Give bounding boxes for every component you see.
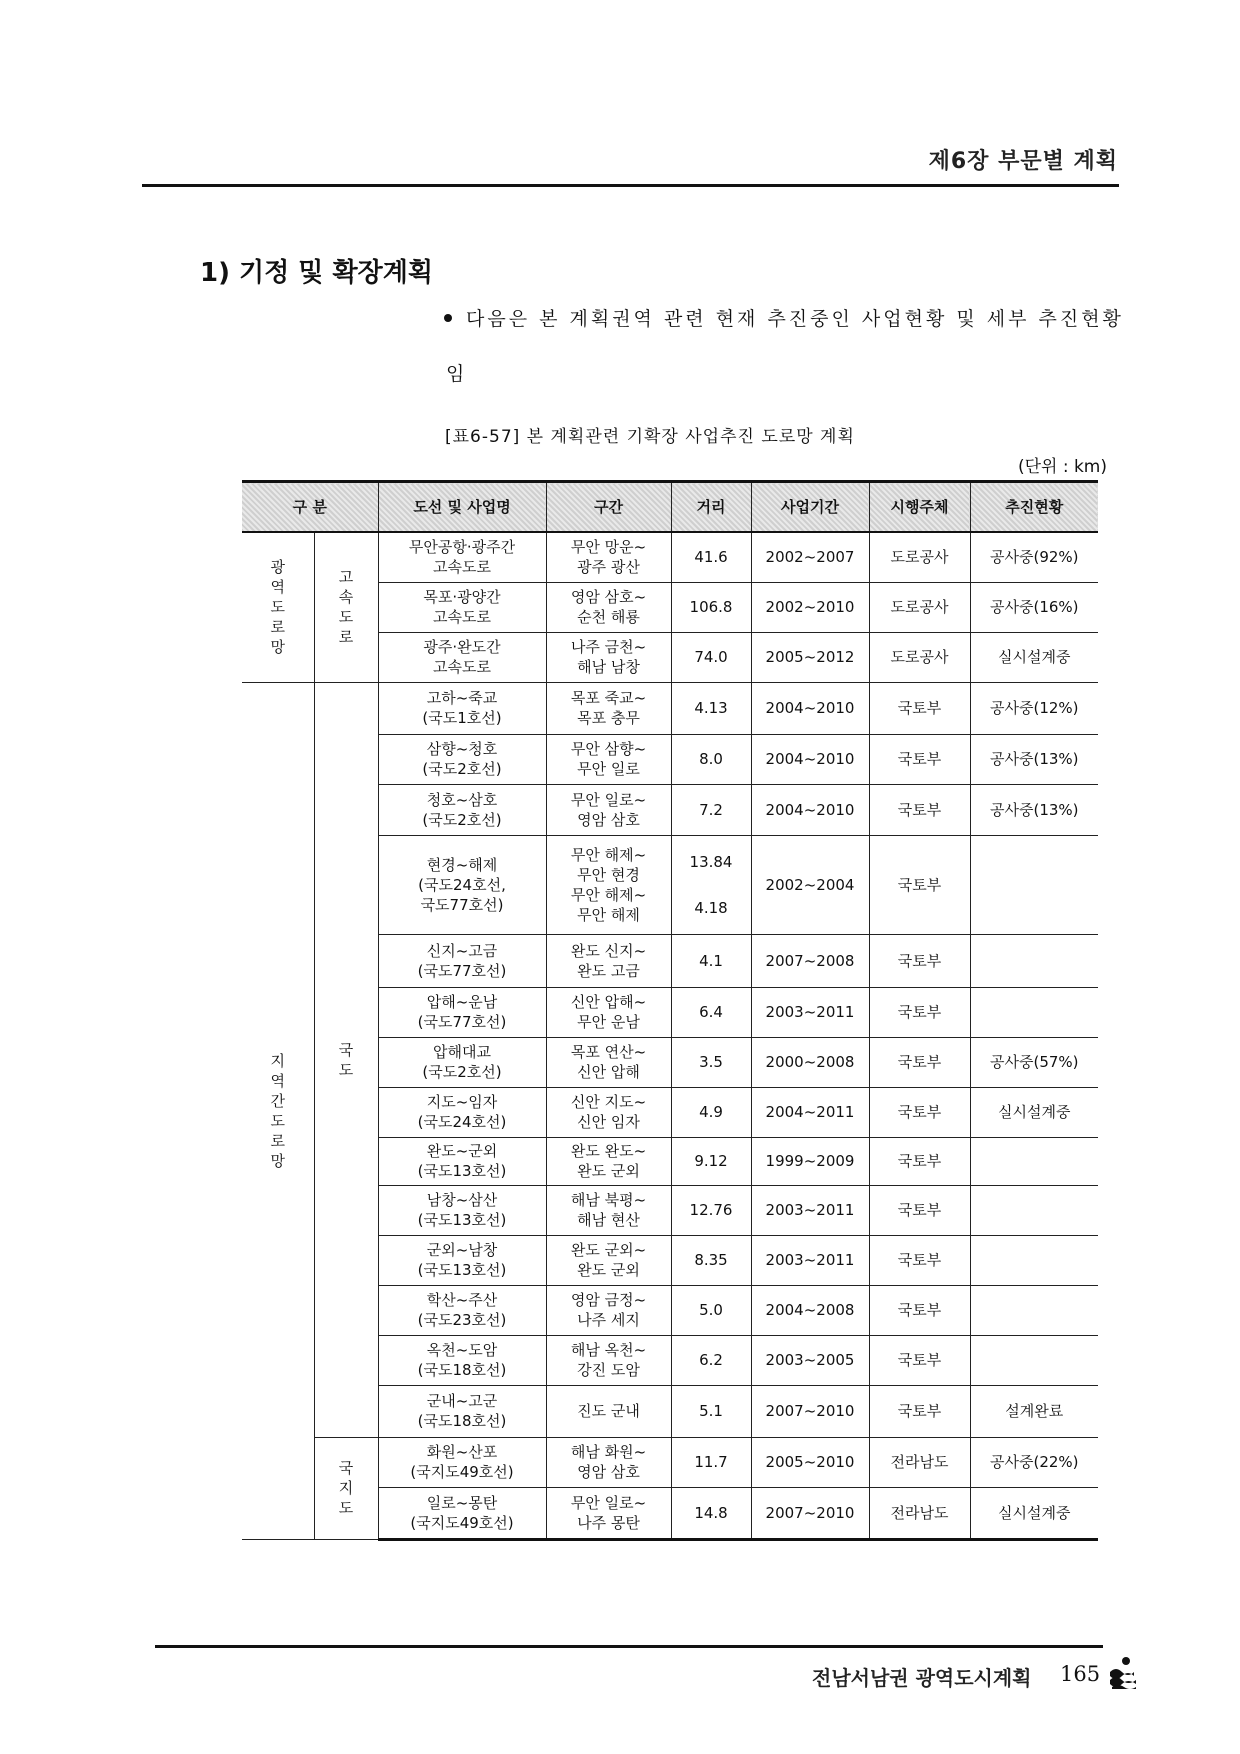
road-name-cell xyxy=(378,1037,546,1087)
section-cell xyxy=(546,1235,671,1285)
col-header-section: 구간 xyxy=(546,482,671,533)
chapter-header: 제6장 부문별 계획 xyxy=(928,149,1118,174)
status-cell xyxy=(970,835,1098,934)
road-name-cell-line: 고속도로 xyxy=(433,558,491,577)
road-name-cell xyxy=(378,532,546,582)
section-cell-line: 완도 군외 xyxy=(577,1162,640,1180)
road-name-cell xyxy=(378,1235,546,1285)
road-name-cell xyxy=(378,1185,546,1235)
section-cell xyxy=(546,835,671,934)
period-cell: 2004~2010 xyxy=(751,734,869,784)
distance-cell: 3.5 xyxy=(671,1037,751,1087)
section-cell-line: 무안 일로 xyxy=(577,760,640,778)
section-cell-line: 신안 지도~ xyxy=(570,1093,647,1111)
section-cell-line: 나주 금천~ xyxy=(570,638,647,656)
section-cell xyxy=(546,1437,671,1487)
agency-cell: 국토부 xyxy=(869,1335,970,1385)
agency-cell: 도로공사 xyxy=(869,582,970,632)
road-name-cell-line: (국도2호선) xyxy=(422,810,502,829)
section-cell xyxy=(546,987,671,1037)
section-cell-line: 나주 몽탄 xyxy=(577,1513,640,1532)
period-cell: 2003~2011 xyxy=(751,1185,869,1235)
road-name-cell xyxy=(378,1385,546,1437)
agency-cell: 국토부 xyxy=(869,1137,970,1185)
section-cell xyxy=(546,682,671,734)
agency-cell: 국토부 xyxy=(869,934,970,987)
section-cell-line: 순천 해룡 xyxy=(577,608,640,626)
distance-cell: 41.6 xyxy=(671,532,751,582)
status-cell: 실시설계중 xyxy=(970,632,1098,682)
period-cell: 2003~2011 xyxy=(751,1235,869,1285)
table-row xyxy=(242,1437,1098,1487)
agency-cell: 도로공사 xyxy=(869,632,970,682)
distance-cell: 74.0 xyxy=(671,632,751,682)
status-cell: 설계완료 xyxy=(970,1385,1098,1437)
road-name-cell xyxy=(378,582,546,632)
road-name-cell-line: (국도77호선) xyxy=(417,961,507,980)
section-cell-line: 완도 완도~ xyxy=(570,1142,647,1160)
period-cell: 2004~2010 xyxy=(751,682,869,734)
road-name-cell-line: (국도18호선) xyxy=(417,1361,507,1379)
section-cell xyxy=(546,1037,671,1087)
category-cell: 지 역 간 도 로 망 xyxy=(242,682,314,1539)
col-header-category: 구 분 xyxy=(242,482,378,533)
distance-cell: 8.0 xyxy=(671,734,751,784)
section-cell-line: 해남 화원~ xyxy=(570,1443,647,1461)
road-name-cell-line: (국도2호선) xyxy=(422,1063,502,1081)
section-title: 1) 기정 및 확장계획 xyxy=(200,258,433,288)
distance-cell: 9.12 xyxy=(671,1137,751,1185)
col-header-distance: 거리 xyxy=(671,482,751,533)
road-name-cell xyxy=(378,1137,546,1185)
road-name-cell-line: 군외~남창 xyxy=(426,1241,498,1259)
road-name-cell xyxy=(378,734,546,784)
section-cell xyxy=(546,582,671,632)
road-name-cell-line: (국도18호선) xyxy=(417,1412,507,1430)
col-header-agency: 시행주체 xyxy=(869,482,970,533)
road-name-cell-line: 국도77호선) xyxy=(420,895,504,914)
road-name-cell-line: 고하~죽교 xyxy=(426,689,498,707)
road-name-cell-line: 현경~해제 xyxy=(426,855,498,874)
road-name-cell-line: 고속도로 xyxy=(433,608,491,626)
road-name-cell-line: 광주·완도간 xyxy=(423,638,501,656)
road-name-cell-line: 학산~주산 xyxy=(426,1291,498,1309)
category-cell: 광 역 도 로 망 xyxy=(242,532,314,682)
footer-rule xyxy=(155,1645,1103,1648)
distance-cell: 4.13 xyxy=(671,682,751,734)
status-cell xyxy=(970,1235,1098,1285)
road-name-cell-line: 삼향~청호 xyxy=(426,740,498,758)
agency-cell: 국토부 xyxy=(869,734,970,784)
road-name-cell xyxy=(378,1087,546,1137)
period-cell: 2004~2010 xyxy=(751,784,869,835)
table-body xyxy=(242,532,1098,1539)
period-cell: 2002~2004 xyxy=(751,835,869,934)
section-cell-line: 신안 압해~ xyxy=(570,993,647,1011)
period-cell: 2003~2011 xyxy=(751,987,869,1037)
period-cell: 2007~2010 xyxy=(751,1487,869,1539)
section-cell-line: 강진 도암 xyxy=(577,1361,640,1379)
bullet-paragraph xyxy=(446,292,1126,402)
distance-cell: 5.0 xyxy=(671,1285,751,1335)
section-cell-line: 목포 연산~ xyxy=(570,1043,647,1061)
section-cell-line: 해남 옥천~ xyxy=(570,1341,647,1359)
section-cell-line: 완도 군외 xyxy=(577,1261,640,1279)
road-name-cell-line: 청호~삼호 xyxy=(426,790,498,809)
agency-cell: 국토부 xyxy=(869,835,970,934)
section-cell-line: 해남 북평~ xyxy=(570,1191,647,1209)
distance-cell: 6.4 xyxy=(671,987,751,1037)
agency-cell: 국토부 xyxy=(869,1185,970,1235)
road-name-cell-line: 압해~운남 xyxy=(426,993,498,1011)
distance-cell: 4.1 xyxy=(671,934,751,987)
road-name-cell-line: (국도24호선) xyxy=(417,1113,507,1131)
road-name-cell xyxy=(378,784,546,835)
subcategory-cell: 국 도 xyxy=(314,682,378,1437)
col-header-status: 추진현황 xyxy=(970,482,1098,533)
table-row xyxy=(242,532,1098,582)
agency-cell: 국토부 xyxy=(869,1235,970,1285)
section-cell-line: 무안 일로~ xyxy=(570,1493,647,1512)
period-cell: 2007~2010 xyxy=(751,1385,869,1437)
agency-cell: 국토부 xyxy=(869,1385,970,1437)
distance-cell: 12.76 xyxy=(671,1185,751,1235)
road-name-cell-line: 남창~삼산 xyxy=(426,1191,498,1209)
road-name-cell xyxy=(378,632,546,682)
road-plan-table xyxy=(242,480,1098,1541)
section-cell-line: 신안 임자 xyxy=(577,1113,640,1131)
distance-cell: 8.35 xyxy=(671,1235,751,1285)
section-cell xyxy=(546,1285,671,1335)
section-cell xyxy=(546,784,671,835)
footer-title: 전남서남권 광역도시계획 xyxy=(812,1666,1032,1690)
section-cell-line: 영암 삼호 xyxy=(577,810,640,829)
header-rule xyxy=(142,184,1119,187)
road-name-cell xyxy=(378,682,546,734)
status-cell xyxy=(970,1185,1098,1235)
road-name-cell-line: 화원~산포 xyxy=(426,1443,498,1461)
period-cell: 2007~2008 xyxy=(751,934,869,987)
section-cell-line: 목포 죽교~ xyxy=(570,689,647,707)
distance-cell: 6.2 xyxy=(671,1335,751,1385)
road-name-cell-line: (국도13호선) xyxy=(417,1162,507,1180)
road-name-cell xyxy=(378,835,546,934)
section-cell xyxy=(546,1385,671,1437)
distance-cell xyxy=(671,835,751,934)
road-name-cell-line: 목포·광양간 xyxy=(423,588,501,606)
status-cell: 공사중(57%) xyxy=(970,1037,1098,1087)
road-name-cell-line: 신지~고금 xyxy=(426,941,498,960)
agency-cell: 국토부 xyxy=(869,784,970,835)
subcategory-cell: 고 속 도 로 xyxy=(314,532,378,682)
section-cell-line: 영암 금정~ xyxy=(570,1291,647,1309)
agency-cell: 국토부 xyxy=(869,1087,970,1137)
section-cell-line: 무안 망운~ xyxy=(570,538,647,557)
distance-cell: 7.2 xyxy=(671,784,751,835)
distance-cell: 4.9 xyxy=(671,1087,751,1137)
road-name-cell-line: 완도~군외 xyxy=(426,1142,498,1160)
section-cell-line: 무안 해제 xyxy=(577,905,640,924)
road-name-cell-line: (국도13호선) xyxy=(417,1211,507,1229)
period-cell: 2004~2011 xyxy=(751,1087,869,1137)
road-name-cell xyxy=(378,1335,546,1385)
agency-cell: 국토부 xyxy=(869,987,970,1037)
section-cell-line: 무안 삼향~ xyxy=(570,740,647,758)
road-name-cell-line: 옥천~도암 xyxy=(426,1341,498,1359)
distance-cell: 106.8 xyxy=(671,582,751,632)
period-cell: 2005~2012 xyxy=(751,632,869,682)
col-header-period: 사업기간 xyxy=(751,482,869,533)
section-cell-line: 목포 충무 xyxy=(577,709,640,727)
section-cell-line: 완도 신지~ xyxy=(570,941,647,960)
unit-note: (단위 : km) xyxy=(1017,457,1107,477)
road-name-cell xyxy=(378,987,546,1037)
section-cell-line: 영암 삼호~ xyxy=(570,588,647,606)
agency-cell: 국토부 xyxy=(869,682,970,734)
distance-cell-line: 13.84 xyxy=(689,852,733,871)
bullet-icon xyxy=(444,314,452,322)
section-cell-line: 완도 군외~ xyxy=(570,1241,647,1259)
agency-cell: 전라남도 xyxy=(869,1437,970,1487)
status-cell: 공사중(12%) xyxy=(970,682,1098,734)
distance-cell-line: 4.18 xyxy=(694,898,728,917)
road-name-cell-line: (국지도49호선) xyxy=(410,1463,514,1481)
agency-cell: 국토부 xyxy=(869,1285,970,1335)
section-cell-line: 완도 고금 xyxy=(577,961,640,980)
section-cell-line: 무안 해제~ xyxy=(570,885,647,904)
table-caption: [표6-57] 본 계획관련 기확장 사업추진 도로망 계획 xyxy=(445,427,855,447)
road-name-cell xyxy=(378,1285,546,1335)
section-cell xyxy=(546,734,671,784)
period-cell: 2002~2010 xyxy=(751,582,869,632)
road-name-cell-line: 지도~임자 xyxy=(426,1093,498,1111)
section-cell-line: 진도 군내 xyxy=(577,1402,640,1420)
agency-cell: 도로공사 xyxy=(869,532,970,582)
status-cell xyxy=(970,1335,1098,1385)
status-cell: 공사중(13%) xyxy=(970,784,1098,835)
wave-logo-icon xyxy=(1108,1656,1138,1690)
section-cell xyxy=(546,1185,671,1235)
section-cell-line: 광주 광산 xyxy=(577,558,640,577)
distance-cell: 11.7 xyxy=(671,1437,751,1487)
period-cell: 2002~2007 xyxy=(751,532,869,582)
status-cell: 공사중(16%) xyxy=(970,582,1098,632)
section-cell xyxy=(546,532,671,582)
distance-cell: 5.1 xyxy=(671,1385,751,1437)
distance-cell: 14.8 xyxy=(671,1487,751,1539)
table-header-row xyxy=(242,482,1098,533)
road-name-cell xyxy=(378,1437,546,1487)
table-row xyxy=(242,682,1098,734)
road-name-cell-line: 압해대교 xyxy=(433,1043,491,1061)
bullet-text: 다음은 본 계획권역 관련 현재 추진중인 사업현황 및 세부 추진현황임 xyxy=(446,308,1124,385)
section-cell-line: 무안 해제~ xyxy=(570,845,647,864)
period-cell: 2000~2008 xyxy=(751,1037,869,1087)
road-name-cell-line: (국도2호선) xyxy=(422,760,502,778)
section-cell-line: 신안 압해 xyxy=(577,1063,640,1081)
period-cell: 2003~2005 xyxy=(751,1335,869,1385)
period-cell: 2004~2008 xyxy=(751,1285,869,1335)
section-cell xyxy=(546,632,671,682)
road-name-cell-line: 일로~몽탄 xyxy=(426,1493,498,1512)
status-cell xyxy=(970,934,1098,987)
section-cell xyxy=(546,1087,671,1137)
section-cell-line: 영암 삼호 xyxy=(577,1463,640,1481)
section-cell-line: 나주 세지 xyxy=(577,1311,640,1329)
status-cell xyxy=(970,987,1098,1037)
road-name-cell-line: (국도24호선, xyxy=(418,875,506,894)
status-cell: 공사중(92%) xyxy=(970,532,1098,582)
agency-cell: 전라남도 xyxy=(869,1487,970,1539)
road-name-cell-line: (국도77호선) xyxy=(417,1013,507,1031)
period-cell: 1999~2009 xyxy=(751,1137,869,1185)
page-number: 165 xyxy=(1060,1662,1101,1686)
section-cell-line: 무안 현경 xyxy=(577,865,640,884)
subcategory-cell: 국 지 도 xyxy=(314,1437,378,1539)
status-cell: 공사중(13%) xyxy=(970,734,1098,784)
section-cell xyxy=(546,1137,671,1185)
status-cell: 실시설계중 xyxy=(970,1487,1098,1539)
status-cell xyxy=(970,1285,1098,1335)
road-name-cell-line: 군내~고군 xyxy=(426,1392,498,1410)
col-header-name: 도선 및 사업명 xyxy=(378,482,546,533)
section-cell-line: 해남 현산 xyxy=(577,1211,640,1229)
road-name-cell-line: 무안공항·광주간 xyxy=(408,538,516,557)
section-cell-line: 해남 남창 xyxy=(577,658,640,676)
section-cell xyxy=(546,1487,671,1539)
status-cell: 공사중(22%) xyxy=(970,1437,1098,1487)
road-name-cell xyxy=(378,934,546,987)
road-name-cell-line: (국도1호선) xyxy=(422,709,502,727)
section-cell xyxy=(546,934,671,987)
road-name-cell-line: 고속도로 xyxy=(433,658,491,676)
road-name-cell-line: (국도23호선) xyxy=(417,1311,507,1329)
status-cell: 실시설계중 xyxy=(970,1087,1098,1137)
road-name-cell xyxy=(378,1487,546,1539)
period-cell: 2005~2010 xyxy=(751,1437,869,1487)
agency-cell: 국토부 xyxy=(869,1037,970,1087)
road-name-cell-line: (국도13호선) xyxy=(417,1261,507,1279)
status-cell xyxy=(970,1137,1098,1185)
road-name-cell-line: (국지도49호선) xyxy=(410,1513,514,1532)
section-cell-line: 무안 일로~ xyxy=(570,790,647,809)
section-cell xyxy=(546,1335,671,1385)
section-cell-line: 무안 운남 xyxy=(577,1013,640,1031)
